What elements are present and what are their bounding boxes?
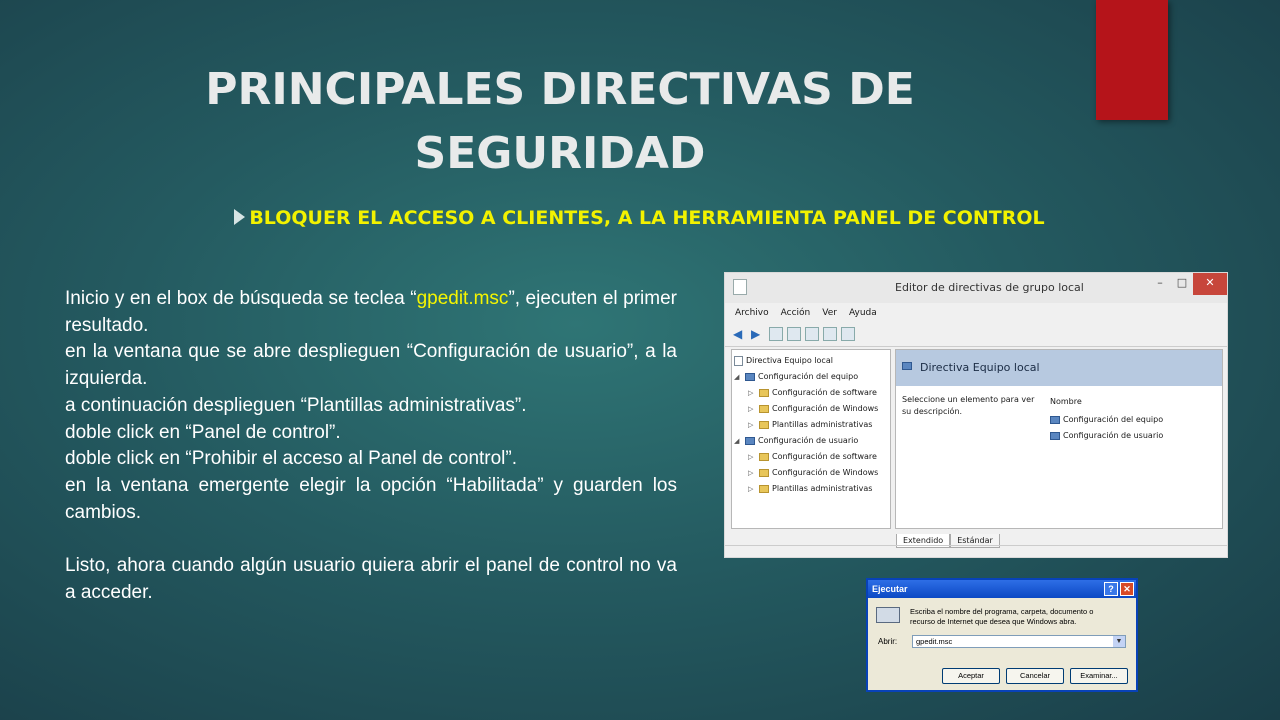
run-buttons [942, 668, 1128, 684]
gpedit-title: Editor de directivas de grupo local [895, 281, 1084, 294]
list-item-label: Configuración del equipo [1063, 415, 1164, 424]
tree-label: Configuración de software [772, 452, 877, 461]
menu-accion[interactable]: Acción [780, 308, 811, 318]
folder-icon [759, 421, 769, 429]
menu-ver[interactable]: Ver [822, 308, 837, 318]
instruction-2: en la ventana que se abre desplieguen “Configuración de usuario”, a la izquierda. [65, 341, 677, 390]
accept-button[interactable]: Aceptar [942, 668, 1000, 684]
expand-arrow-icon[interactable]: ◢ [734, 437, 740, 445]
command-highlight: gpedit.msc [416, 288, 509, 309]
window-controls [1149, 273, 1227, 295]
collapsed-arrow-icon[interactable]: ▷ [748, 421, 754, 429]
list-item[interactable] [1050, 428, 1163, 444]
tree-item[interactable] [734, 353, 888, 369]
spacer [65, 526, 677, 553]
folder-icon [759, 485, 769, 493]
tree-item[interactable] [734, 465, 888, 481]
policy-tree [731, 349, 891, 529]
detail-pane [895, 349, 1223, 545]
expand-arrow-icon[interactable]: ◢ [734, 373, 740, 381]
users-icon [745, 437, 755, 445]
decorative-red-tab [1096, 0, 1168, 120]
tree-label: Configuración del equipo [758, 372, 859, 381]
instruction-6: en la ventana emergente elegir la opción “Habilitada” y guarden los cambios. [65, 474, 677, 523]
open-label: Abrir: [878, 637, 898, 646]
run-description: Escriba el nombre del programa, carpeta, documento o recurso de Internet que desea que Windows abra. [910, 607, 1094, 626]
computer-icon [1050, 416, 1060, 424]
properties-icon[interactable] [787, 327, 801, 341]
tree-label: Configuración de Windows [772, 404, 879, 413]
list-item[interactable] [1050, 412, 1163, 428]
tree-item[interactable] [734, 449, 888, 465]
run-title: Ejecutar [872, 584, 908, 594]
dropdown-arrow-icon[interactable]: ▼ [1113, 636, 1125, 647]
slide-subtitle: BLOQUER EL ACCESO A CLIENTES, A LA HERRAMIENTA PANEL DE CONTROL [249, 207, 1045, 229]
run-dialog [866, 578, 1138, 692]
instruction-1-start: Inicio y en el box de búsqueda se teclea “ [65, 288, 417, 309]
gpedit-titlebar [725, 273, 1227, 303]
folder-icon [759, 405, 769, 413]
view-icon[interactable] [841, 327, 855, 341]
tree-label: Configuración de Windows [772, 468, 879, 477]
menu-ayuda[interactable]: Ayuda [848, 308, 877, 318]
tree-label: Plantillas administrativas [772, 420, 873, 429]
menu-bar [725, 303, 1227, 323]
back-arrow-icon[interactable]: ◀ [733, 327, 743, 341]
cancel-button[interactable]: Cancelar [1006, 668, 1064, 684]
collapsed-arrow-icon[interactable]: ▷ [748, 485, 754, 493]
folder-icon [759, 389, 769, 397]
computer-icon [745, 373, 755, 381]
show-hide-tree-icon[interactable] [769, 327, 783, 341]
tab-extendido[interactable]: Extendido [896, 534, 950, 548]
collapsed-arrow-icon[interactable]: ▷ [748, 469, 754, 477]
title-line-2: SEGURIDAD [414, 128, 706, 179]
app-icon [733, 279, 747, 295]
tree-item[interactable] [734, 401, 888, 417]
instruction-1-end: ”, ejecuten el primer resultado. [65, 288, 677, 336]
tree-item[interactable] [734, 369, 888, 385]
gpedit-body [731, 349, 1223, 545]
instruction-4: doble click en “Panel de control”. [65, 421, 341, 443]
detail-header [896, 350, 1222, 386]
tree-label: Plantillas administrativas [772, 484, 873, 493]
computer-icon [902, 362, 912, 370]
instruction-3: a continuación desplieguen “Plantillas administrativas”. [65, 394, 527, 416]
maximize-button[interactable]: □ [1176, 276, 1188, 289]
instruction-1 [65, 286, 677, 339]
instruction-5: doble click en “Prohibir el acceso al Panel de control”. [65, 448, 518, 470]
detail-description: Seleccione un elemento para ver su descripción. [902, 395, 1035, 416]
conclusion: Listo, ahora cuando algún usuario quiera abrir el panel de control no va a acceder. [65, 555, 677, 603]
tab-estandar[interactable]: Estándar [950, 534, 1000, 548]
run-titlebar [868, 580, 1136, 598]
close-button[interactable]: ✕ [1120, 582, 1134, 596]
toolbar [725, 323, 1227, 347]
tree-item[interactable] [734, 385, 888, 401]
policy-doc-icon [734, 356, 743, 366]
status-bar [725, 545, 1227, 557]
tree-label: Configuración de usuario [758, 436, 859, 445]
instructions-text [65, 286, 677, 606]
folder-icon [759, 453, 769, 461]
minimize-button[interactable]: – [1157, 276, 1163, 289]
help-button[interactable]: ? [1104, 582, 1118, 596]
run-program-icon [876, 607, 900, 623]
detail-list [1050, 394, 1163, 444]
column-header-name[interactable]: Nombre [1050, 397, 1082, 406]
open-input[interactable] [912, 635, 1126, 648]
detail-header-label: Directiva Equipo local [920, 361, 1040, 374]
tree-item[interactable] [734, 417, 888, 433]
tree-label: Directiva Equipo local [746, 356, 833, 365]
title-line-1: PRINCIPALES DIRECTIVAS DE [205, 64, 915, 115]
export-list-icon[interactable] [805, 327, 819, 341]
tree-item[interactable] [734, 481, 888, 497]
menu-archivo[interactable]: Archivo [735, 308, 769, 318]
collapsed-arrow-icon[interactable]: ▷ [748, 389, 754, 397]
users-icon [1050, 432, 1060, 440]
collapsed-arrow-icon[interactable]: ▷ [748, 405, 754, 413]
gpedit-window [724, 272, 1228, 558]
collapsed-arrow-icon[interactable]: ▷ [748, 453, 754, 461]
browse-button[interactable]: Examinar... [1070, 668, 1128, 684]
folder-icon [759, 469, 769, 477]
forward-arrow-icon[interactable]: ▶ [751, 327, 761, 341]
help-icon[interactable] [823, 327, 837, 341]
close-button[interactable]: ✕ [1193, 273, 1227, 295]
slide-title [160, 58, 960, 186]
tree-item[interactable] [734, 433, 888, 449]
tree-label: Configuración de software [772, 388, 877, 397]
list-item-label: Configuración de usuario [1063, 431, 1164, 440]
run-window-controls [1104, 582, 1134, 596]
open-input-value: gpedit.msc [916, 637, 953, 646]
